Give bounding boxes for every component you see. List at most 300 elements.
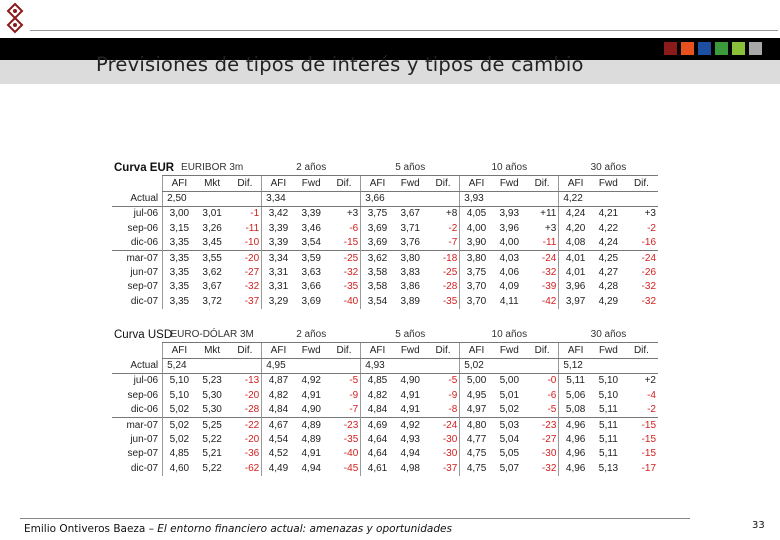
value-cell: 3,54 [301, 237, 321, 249]
value-cell: 4,24 [598, 237, 619, 249]
value-cell: 3,86 [400, 281, 420, 293]
value-cell: 3,39 [301, 208, 321, 220]
column-header: Fwd [592, 176, 625, 191]
value-cell: 4,96 [559, 433, 592, 447]
value-cell: 3,46 [301, 222, 321, 234]
value-cell: 4,85 [361, 374, 394, 389]
value-cell: 3,31 [262, 280, 295, 294]
table-row [112, 236, 658, 251]
value-cell: 5,04 [499, 433, 520, 445]
value-cell: 4,64 [361, 433, 394, 447]
value-cell: 4,27 [598, 266, 619, 278]
diff-cell: -23 [328, 418, 361, 433]
column-header: Dif. [526, 343, 559, 358]
diff-cell: -9 [448, 389, 458, 401]
value-cell: 4,61 [361, 462, 394, 476]
diff-cell: -6 [547, 389, 557, 401]
value-cell: 3,76 [400, 237, 420, 249]
diff-cell: -35 [343, 433, 359, 445]
diff-cell: -62 [244, 462, 260, 474]
diff-cell: -20 [229, 251, 262, 266]
column-header: Dif. [328, 343, 361, 358]
diff-cell: -37 [244, 295, 260, 307]
value-cell: 4,06 [499, 266, 520, 278]
group-header: EURO-DÓLAR 3M [163, 328, 262, 343]
diff-cell: -26 [641, 266, 656, 278]
value-cell: 4,93 [400, 433, 420, 445]
column-header: Dif. [427, 176, 460, 191]
column-header: Mkt [196, 343, 229, 358]
value-cell: 3,89 [400, 295, 420, 307]
diff-cell: -40 [343, 295, 359, 307]
value-cell: 5,01 [499, 389, 520, 401]
diff-cell: -15 [641, 448, 656, 460]
diff-cell: -30 [442, 433, 458, 445]
value-cell: 4,89 [301, 433, 321, 445]
diff-cell: -10 [244, 237, 260, 249]
diff-cell: -35 [343, 281, 359, 293]
diff-cell: -8 [448, 404, 458, 416]
value-cell: 5,00 [460, 374, 493, 389]
row-label: dic-06 [130, 237, 159, 249]
header-rule [30, 30, 778, 31]
value-cell: 5,03 [493, 418, 526, 433]
value-cell: 4,96 [559, 418, 592, 433]
row-label: jun-07 [130, 266, 159, 278]
diff-cell: -32 [641, 295, 656, 307]
value-cell: 4,82 [262, 389, 295, 403]
value-cell: 3,90 [460, 236, 493, 251]
value-cell: 3,75 [460, 266, 493, 280]
footer-title: El entorno financiero actual: amenazas y oportunidades [157, 523, 452, 535]
value-cell: 4,98 [400, 462, 420, 474]
row-label: dic-07 [130, 462, 159, 474]
diff-cell: -22 [229, 418, 262, 433]
value-cell: 4,90 [301, 404, 321, 416]
table-row [112, 462, 658, 476]
table-row [112, 295, 658, 309]
diff-cell: -7 [349, 404, 359, 416]
row-label: dic-07 [130, 295, 159, 307]
value-cell: 5,10 [163, 389, 196, 403]
actual-value: 4,93 [361, 358, 460, 373]
value-cell: 3,83 [400, 266, 420, 278]
diff-cell: -30 [541, 448, 557, 460]
column-header: Fwd [493, 176, 526, 191]
column-header: Dif. [625, 176, 658, 191]
eur-curve-table [112, 161, 658, 309]
value-cell: 5,11 [599, 404, 618, 416]
value-cell: 4,85 [163, 447, 196, 461]
value-cell: 3,35 [163, 236, 196, 251]
row-label: sep-07 [127, 448, 159, 460]
swatch [749, 42, 762, 55]
diff-cell: -23 [526, 418, 559, 433]
diff-cell: -2 [647, 404, 656, 416]
table-row [112, 418, 658, 433]
value-cell: 4,28 [598, 281, 619, 293]
value-cell: 3,69 [301, 295, 321, 307]
value-cell: 5,02 [163, 418, 196, 433]
value-cell: 4,01 [559, 251, 592, 266]
diff-cell: -27 [244, 266, 260, 278]
value-cell: 4,97 [460, 403, 493, 418]
diff-cell: -37 [442, 462, 458, 474]
diff-cell: -2 [647, 222, 656, 234]
value-cell: 4,03 [493, 251, 526, 266]
row-label: mar-07 [112, 418, 163, 433]
value-cell: 5,06 [559, 389, 592, 403]
table-row [112, 266, 658, 280]
value-cell: 4,95 [460, 389, 493, 403]
column-header: AFI [361, 176, 394, 191]
diff-cell: -7 [448, 237, 458, 249]
value-cell: 4,08 [559, 236, 592, 251]
column-header: Dif. [526, 176, 559, 191]
value-cell: 5,08 [559, 403, 592, 418]
color-swatches [664, 42, 762, 56]
column-header: AFI [460, 343, 493, 358]
diff-cell: -24 [625, 251, 658, 266]
value-cell: 4,84 [262, 403, 295, 418]
diff-cell: +3 [346, 208, 359, 220]
diff-cell: -13 [244, 375, 260, 387]
diff-cell: -27 [541, 433, 557, 445]
column-header: Fwd [394, 176, 427, 191]
value-cell: 3,15 [163, 222, 196, 236]
value-cell: 3,80 [460, 251, 493, 266]
value-cell: 3,00 [163, 207, 196, 222]
column-header: Dif. [229, 176, 262, 191]
diff-cell: -0 [547, 375, 557, 387]
column-header: AFI [361, 343, 394, 358]
diff-cell: -40 [343, 448, 359, 460]
value-cell: 4,77 [460, 433, 493, 447]
value-cell: 5,05 [499, 448, 520, 460]
page-number: 33 [752, 520, 765, 531]
diff-cell: -5 [349, 375, 359, 387]
swatch [681, 42, 694, 55]
value-cell: 3,58 [361, 266, 394, 280]
actual-value: 2,50 [163, 191, 262, 206]
table-row [112, 403, 658, 418]
value-cell: 4,87 [262, 374, 295, 389]
value-cell: 3,26 [202, 222, 222, 234]
value-cell: 4,89 [295, 418, 328, 433]
value-cell: 3,39 [262, 236, 295, 251]
diff-cell: -32 [244, 281, 260, 293]
actual-value: 3,93 [460, 191, 559, 206]
group-header: 30 años [559, 328, 658, 343]
value-cell: 4,20 [559, 222, 592, 236]
row-label: Actual [112, 191, 163, 206]
value-cell: 3,35 [163, 280, 196, 294]
value-cell: 4,01 [559, 266, 592, 280]
column-header: AFI [460, 176, 493, 191]
value-cell: 5,00 [499, 375, 520, 387]
diff-cell: -15 [343, 237, 359, 249]
column-header: Fwd [394, 343, 427, 358]
value-cell: 3,69 [361, 222, 394, 236]
value-cell: 3,70 [460, 295, 493, 309]
value-cell: 5,22 [202, 433, 222, 445]
diff-cell: -32 [541, 462, 557, 474]
footer-text [24, 523, 452, 535]
value-cell: 3,93 [499, 208, 520, 220]
value-cell: 4,92 [394, 418, 427, 433]
diff-cell: -35 [442, 295, 458, 307]
diff-cell: -32 [641, 281, 656, 293]
diff-cell: +11 [540, 208, 557, 220]
value-cell: 5,02 [163, 433, 196, 447]
value-cell: 5,11 [599, 448, 618, 460]
diff-cell: -11 [542, 237, 557, 249]
actual-value: 3,66 [361, 191, 460, 206]
value-cell: 3,62 [202, 266, 222, 278]
column-header: Fwd [295, 343, 328, 358]
value-cell: 3,34 [262, 251, 295, 266]
column-header: AFI [262, 176, 295, 191]
column-header: AFI [163, 176, 196, 191]
column-header: AFI [559, 176, 592, 191]
value-cell: 4,94 [400, 448, 420, 460]
value-cell: 3,71 [400, 222, 420, 234]
value-cell: 3,96 [559, 280, 592, 294]
value-cell: 5,02 [163, 403, 196, 418]
value-cell: 4,75 [460, 462, 493, 476]
value-cell: 3,58 [361, 280, 394, 294]
row-label: jul-06 [133, 375, 159, 387]
value-cell: 4,67 [262, 418, 295, 433]
table-row [112, 280, 658, 294]
column-header: AFI [262, 343, 295, 358]
table-row [112, 207, 658, 222]
value-cell: 3,29 [262, 295, 295, 309]
group-header: 5 años [361, 161, 460, 176]
diff-cell: -32 [343, 266, 359, 278]
value-cell: 3,54 [361, 295, 394, 309]
swatch [715, 42, 728, 55]
value-cell: 5,30 [202, 404, 222, 416]
group-header: EURIBOR 3m [163, 161, 262, 176]
value-cell: 5,30 [202, 389, 222, 401]
value-cell: 3,39 [262, 222, 295, 236]
row-label: Actual [112, 358, 163, 373]
row-label: jul-06 [133, 208, 159, 220]
diff-cell: -17 [641, 462, 656, 474]
value-cell: 4,84 [361, 403, 394, 418]
diff-cell: +8 [445, 208, 458, 220]
value-cell: 4,82 [361, 389, 394, 403]
value-cell: 3,80 [394, 251, 427, 266]
diff-cell: -6 [349, 222, 359, 234]
row-label: sep-06 [127, 222, 159, 234]
usd-curve-table [112, 328, 658, 476]
diff-cell: -32 [541, 266, 557, 278]
column-header: Dif. [229, 343, 262, 358]
diff-cell: -9 [349, 389, 359, 401]
value-cell: 3,67 [202, 281, 222, 293]
diff-cell: -28 [244, 404, 260, 416]
column-header: Dif. [625, 343, 658, 358]
column-header: Fwd [592, 343, 625, 358]
value-cell: 5,25 [196, 418, 229, 433]
value-cell: 4,94 [301, 462, 321, 474]
swatch [698, 42, 711, 55]
diff-cell: -20 [244, 389, 260, 401]
diff-cell: -30 [442, 448, 458, 460]
diff-cell: -25 [328, 251, 361, 266]
diff-cell: -18 [427, 251, 460, 266]
column-header: Fwd [295, 176, 328, 191]
value-cell: 4,52 [262, 447, 295, 461]
swatch [732, 42, 745, 55]
row-label: sep-07 [127, 281, 159, 293]
value-cell: 5,21 [202, 448, 222, 460]
diff-cell: +2 [644, 375, 656, 387]
value-cell: 4,54 [262, 433, 295, 447]
column-header: Fwd [493, 343, 526, 358]
value-cell: 4,75 [460, 447, 493, 461]
diff-cell: -39 [541, 281, 557, 293]
value-cell: 3,63 [301, 266, 321, 278]
diff-cell: +3 [644, 208, 656, 220]
group-header: 30 años [559, 161, 658, 176]
group-header: 10 años [460, 328, 559, 343]
value-cell: 4,80 [460, 418, 493, 433]
value-cell: 3,72 [202, 295, 222, 307]
value-cell: 5,10 [598, 389, 619, 401]
table-title: Curva EUR [114, 162, 175, 175]
value-cell: 3,67 [400, 208, 420, 220]
value-cell: 4,60 [163, 462, 196, 476]
value-cell: 4,24 [559, 207, 592, 222]
column-header: AFI [559, 343, 592, 358]
actual-value: 5,12 [559, 358, 658, 373]
value-cell: 4,91 [400, 389, 420, 401]
logo-icon [4, 2, 26, 34]
diff-cell: -11 [245, 222, 260, 234]
diff-cell: -45 [343, 462, 359, 474]
diff-cell: -24 [427, 418, 460, 433]
table-row [112, 222, 658, 236]
value-cell: 3,45 [202, 237, 222, 249]
group-header: 2 años [262, 328, 361, 343]
table-row [112, 389, 658, 403]
value-cell: 4,69 [361, 418, 394, 433]
value-cell: 4,91 [301, 448, 321, 460]
value-cell: 3,35 [163, 251, 196, 266]
value-cell: 3,31 [262, 266, 295, 280]
footer-rule [20, 518, 690, 519]
actual-value: 5,24 [163, 358, 262, 373]
value-cell: 4,00 [460, 222, 493, 236]
value-cell: 5,11 [559, 374, 592, 389]
value-cell: 5,10 [163, 374, 196, 389]
blank-cell [112, 176, 163, 191]
value-cell: 3,42 [262, 207, 295, 222]
value-cell: 5,23 [202, 375, 222, 387]
value-cell: 4,92 [301, 375, 321, 387]
value-cell: 3,62 [361, 251, 394, 266]
value-cell: 5,13 [598, 462, 619, 474]
value-cell: 3,59 [295, 251, 328, 266]
value-cell: 5,22 [202, 462, 222, 474]
actual-value: 5,02 [460, 358, 559, 373]
value-cell: 5,07 [499, 462, 520, 474]
diff-cell: -4 [647, 389, 656, 401]
value-cell: 3,69 [361, 236, 394, 251]
group-header: 2 años [262, 161, 361, 176]
value-cell: 4,25 [592, 251, 625, 266]
value-cell: 4,05 [460, 207, 493, 222]
diff-cell: -16 [641, 237, 656, 249]
value-cell: 3,01 [202, 208, 222, 220]
value-cell: 3,35 [163, 266, 196, 280]
table-row [112, 374, 658, 389]
row-label: mar-07 [112, 251, 163, 266]
actual-value: 3,34 [262, 191, 361, 206]
diff-cell: -2 [448, 222, 458, 234]
diff-cell: -20 [244, 433, 260, 445]
value-cell: 5,11 [592, 418, 625, 433]
value-cell: 4,91 [301, 389, 321, 401]
value-cell: 3,70 [460, 280, 493, 294]
group-header: 10 años [460, 161, 559, 176]
value-cell: 3,35 [163, 295, 196, 309]
value-cell: 4,11 [499, 295, 519, 307]
value-cell: 4,90 [400, 375, 420, 387]
value-cell: 4,91 [400, 404, 420, 416]
value-cell: 3,66 [301, 281, 321, 293]
diff-cell: -5 [448, 375, 458, 387]
column-header: Dif. [427, 343, 460, 358]
diff-cell: -24 [526, 251, 559, 266]
page-title: Previsiones de tipos de interés y tipos de cambio [96, 53, 584, 76]
value-cell: 3,55 [196, 251, 229, 266]
table-row [112, 447, 658, 461]
value-cell: 4,00 [499, 237, 520, 249]
column-header: AFI [163, 343, 196, 358]
column-header: Mkt [196, 176, 229, 191]
swatch [664, 42, 677, 55]
value-cell: 4,22 [598, 222, 619, 234]
value-cell: 5,02 [499, 404, 520, 416]
value-cell: 4,96 [559, 462, 592, 476]
actual-value: 4,95 [262, 358, 361, 373]
value-cell: 3,97 [559, 295, 592, 309]
value-cell: 4,21 [598, 208, 619, 220]
row-label: jun-07 [130, 433, 159, 445]
value-cell: 3,96 [499, 222, 520, 234]
value-cell: 5,11 [599, 433, 618, 445]
row-label: sep-06 [127, 389, 159, 401]
table-title: Curva USD [114, 329, 173, 342]
value-cell: 4,96 [559, 447, 592, 461]
value-cell: 4,64 [361, 447, 394, 461]
blank-cell [112, 343, 163, 358]
row-label: dic-06 [130, 404, 159, 416]
value-cell: 4,49 [262, 462, 295, 476]
footer-author: Emilio Ontiveros Baeza – [24, 523, 158, 535]
table-row [112, 251, 658, 266]
diff-cell: +3 [544, 222, 557, 234]
diff-cell: -1 [250, 208, 260, 220]
diff-cell: -36 [244, 448, 260, 460]
value-cell: 4,09 [499, 281, 520, 293]
value-cell: 3,75 [361, 207, 394, 222]
table-row [112, 433, 658, 447]
